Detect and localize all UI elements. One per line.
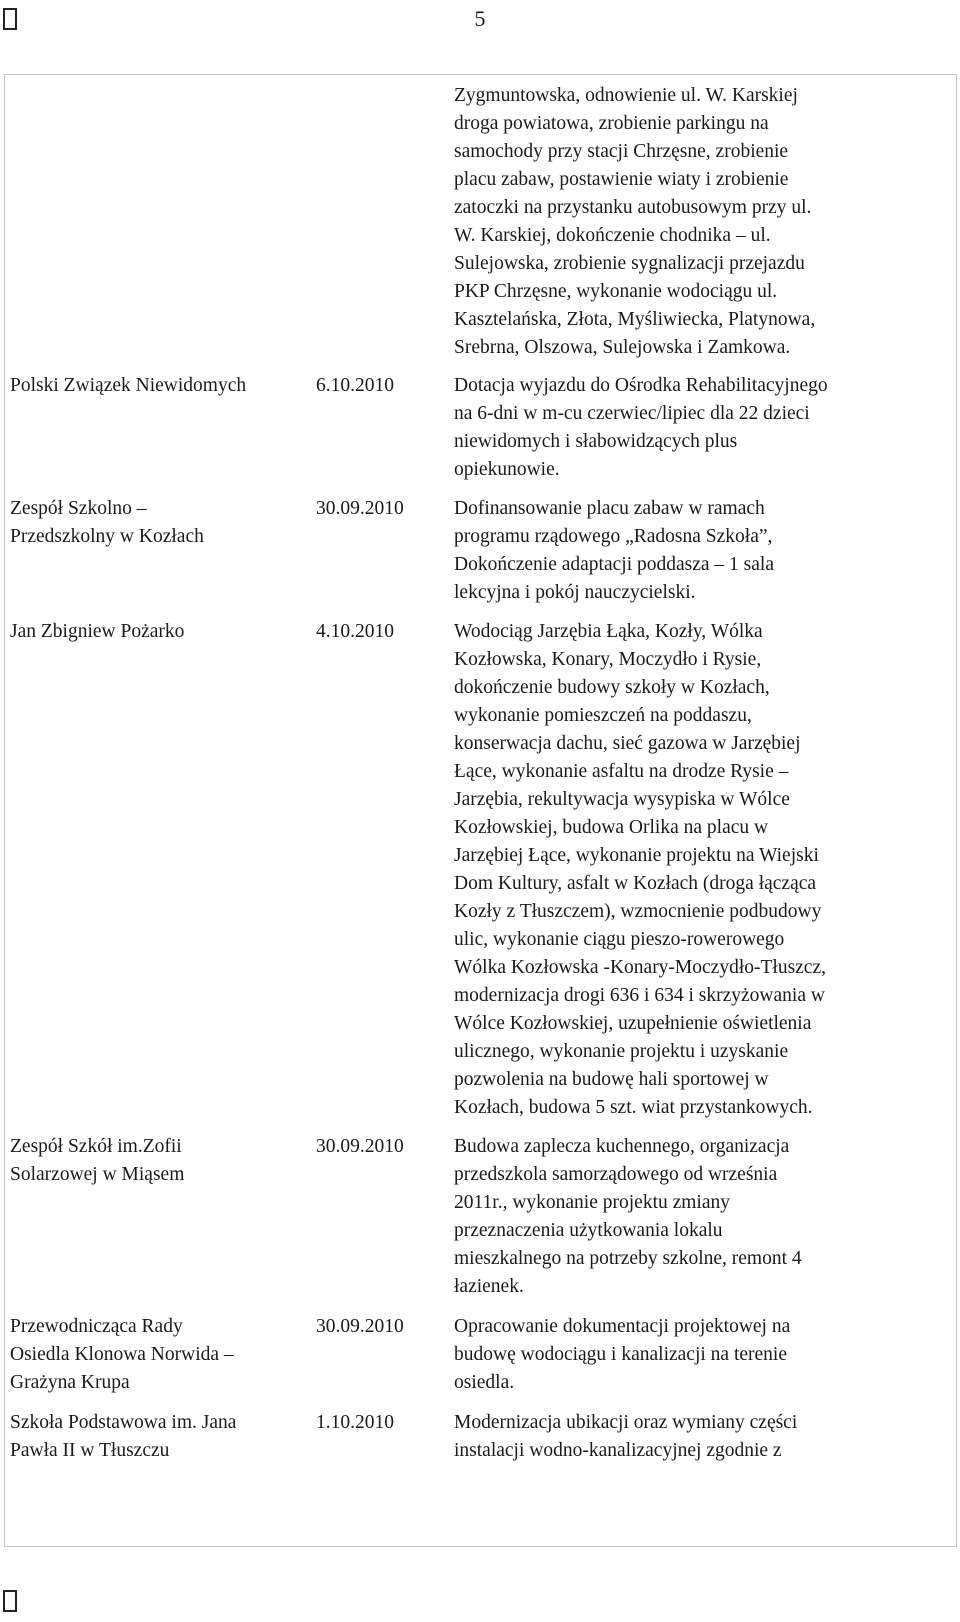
description-cell-line: osiedla. xyxy=(454,1372,515,1393)
description-cell-line: Kasztelańska, Złota, Myśliwiecka, Platynowa, xyxy=(454,309,816,330)
beneficiary-cell-line: Szkoła Podstawowa im. Jana xyxy=(10,1412,237,1433)
beneficiary-cell-line: Jan Zbigniew Pożarko xyxy=(10,621,185,642)
description-cell xyxy=(454,372,924,484)
description-cell-line: Wodociąg Jarzębia Łąka, Kozły, Wólka xyxy=(454,621,763,642)
date-cell: 6.10.2010 xyxy=(316,375,394,396)
description-cell-line: Opracowanie dokumentacji projektowej na xyxy=(454,1316,791,1337)
description-cell-line: przeznaczenia użytkowania lokalu xyxy=(454,1220,723,1241)
beneficiary-cell-line: Zespół Szkolno – xyxy=(10,498,147,519)
description-cell-line: opiekunowie. xyxy=(454,459,560,480)
description-cell xyxy=(454,618,924,1122)
date-cell: 30.09.2010 xyxy=(316,1316,404,1337)
beneficiary-cell-line: Przedszkolny w Kozłach xyxy=(10,526,204,547)
description-cell xyxy=(454,82,924,362)
description-cell-line: zatoczki na przystanku autobusowym przy ul. xyxy=(454,197,812,218)
beneficiary-cell xyxy=(10,1409,236,1465)
description-cell-line: Sulejowska, zrobienie sygnalizacji przejazdu xyxy=(454,253,805,274)
beneficiary-cell-line: Polski Związek Niewidomych xyxy=(10,375,247,396)
description-cell-line: Kozłowska, Konary, Moczydło i Rysie, xyxy=(454,649,762,670)
description-cell-line: Modernizacja ubikacji oraz wymiany części xyxy=(454,1412,798,1433)
description-cell-line: niewidomych i słabowidzących plus xyxy=(454,431,738,452)
beneficiary-cell-line: Osiedla Klonowa Norwida – xyxy=(10,1344,234,1365)
description-cell-line: dokończenie budowy szkoły w Kozłach, xyxy=(454,677,770,698)
description-cell-line: Jarzębiej Łące, wykonanie projektu na Wiejski xyxy=(454,845,819,866)
date-cell: 30.09.2010 xyxy=(316,1136,404,1157)
beneficiary-cell xyxy=(10,495,204,551)
description-cell-line: Wólce Kozłowskiej, uzupełnienie oświetlenia xyxy=(454,1013,812,1034)
description-cell-line: W. Karskiej, dokończenie chodnika – ul. xyxy=(454,225,771,246)
description-cell-line: ulic, wykonanie ciągu pieszo-rowerowego xyxy=(454,929,785,950)
description-cell-line: 2011r., wykonanie projektu zmiany xyxy=(454,1192,731,1213)
description-cell-line: PKP Chrzęsne, wykonanie wodociągu ul. xyxy=(454,281,778,302)
description-cell-line: Dofinansowanie placu zabaw w ramach xyxy=(454,498,765,519)
beneficiary-cell xyxy=(10,372,246,400)
description-cell-line: Budowa zaplecza kuchennego, organizacja xyxy=(454,1136,790,1157)
description-cell-line: łazienek. xyxy=(454,1276,524,1297)
date-cell: 4.10.2010 xyxy=(316,621,394,642)
beneficiary-cell xyxy=(10,1313,234,1397)
description-cell-line: Zygmuntowska, odnowienie ul. W. Karskiej xyxy=(454,85,798,106)
description-cell-line: ulicznego, wykonanie projektu i uzyskanie xyxy=(454,1041,789,1062)
description-cell-line: przedszkola samorządowego od września xyxy=(454,1164,778,1185)
description-cell-line: budowę wodociągu i kanalizacji na terenie xyxy=(454,1344,787,1365)
description-cell-line: Dokończenie adaptacji poddasza – 1 sala xyxy=(454,554,774,575)
description-cell-line: Srebrna, Olszowa, Sulejowska i Zamkowa. xyxy=(454,337,791,358)
beneficiary-cell-line: Przewodnicząca Rady xyxy=(10,1316,183,1337)
missing-glyph-box-icon xyxy=(3,1590,17,1612)
description-cell-line: Łące, wykonanie asfaltu na drodze Rysie – xyxy=(454,761,789,782)
description-cell-line: Kozłowskiej, budowa Orlika na placu w xyxy=(454,817,769,838)
description-cell xyxy=(454,1133,924,1301)
date-cell: 1.10.2010 xyxy=(316,1412,394,1433)
description-cell-line: Wólka Kozłowska -Konary-Moczydło-Tłuszcz, xyxy=(454,957,826,978)
description-cell-line: Kozłach, budowa 5 szt. wiat przystankowych. xyxy=(454,1097,813,1118)
description-cell-line: Jarzębia, rekultywacja wysypiska w Wólce xyxy=(454,789,790,810)
description-cell-line: wykonanie pomieszczeń na poddaszu, xyxy=(454,705,752,726)
beneficiary-cell-line: Grażyna Krupa xyxy=(10,1372,130,1393)
description-cell-line: lekcyjna i pokój nauczycielski. xyxy=(454,582,696,603)
description-cell-line: droga powiatowa, zrobienie parkingu na xyxy=(454,113,769,134)
description-cell-line: na 6-dni w m-cu czerwiec/lipiec dla 22 dzieci xyxy=(454,403,810,424)
description-cell-line: placu zabaw, postawienie wiaty i zrobienie xyxy=(454,169,789,190)
description-cell xyxy=(454,1313,924,1397)
description-cell-line: instalacji wodno-kanalizacyjnej zgodnie z xyxy=(454,1440,782,1461)
beneficiary-cell-line: Zespół Szkół im.Zofii xyxy=(10,1136,182,1157)
beneficiary-cell xyxy=(10,1133,184,1189)
date-cell: 30.09.2010 xyxy=(316,498,404,519)
description-cell-line: mieszkalnego na potrzeby szkolne, remont 4 xyxy=(454,1248,802,1269)
description-cell xyxy=(454,495,924,607)
description-cell-line: modernizacja drogi 636 i 634 i skrzyżowania w xyxy=(454,985,825,1006)
description-cell xyxy=(454,1409,924,1465)
description-cell-line: Dotacja wyjazdu do Ośrodka Rehabilitacyjnego xyxy=(454,375,828,396)
description-cell-line: konserwacja dachu, sieć gazowa w Jarzębiej xyxy=(454,733,801,754)
page-number: 5 xyxy=(474,6,486,31)
beneficiary-cell-line: Pawła II w Tłuszczu xyxy=(10,1440,170,1461)
beneficiary-cell-line: Solarzowej w Miąsem xyxy=(10,1164,185,1185)
description-cell-line: Kozły z Tłuszczem), wzmocnienie podbudowy xyxy=(454,901,822,922)
beneficiary-cell xyxy=(10,618,184,646)
description-cell-line: pozwolenia na budowę hali sportowej w xyxy=(454,1069,769,1090)
description-cell-line: Dom Kultury, asfalt w Kozłach (droga łącząca xyxy=(454,873,817,894)
description-cell-line: samochody przy stacji Chrzęsne, zrobienie xyxy=(454,141,789,162)
description-cell-line: programu rządowego „Radosna Szkoła”, xyxy=(454,526,773,547)
